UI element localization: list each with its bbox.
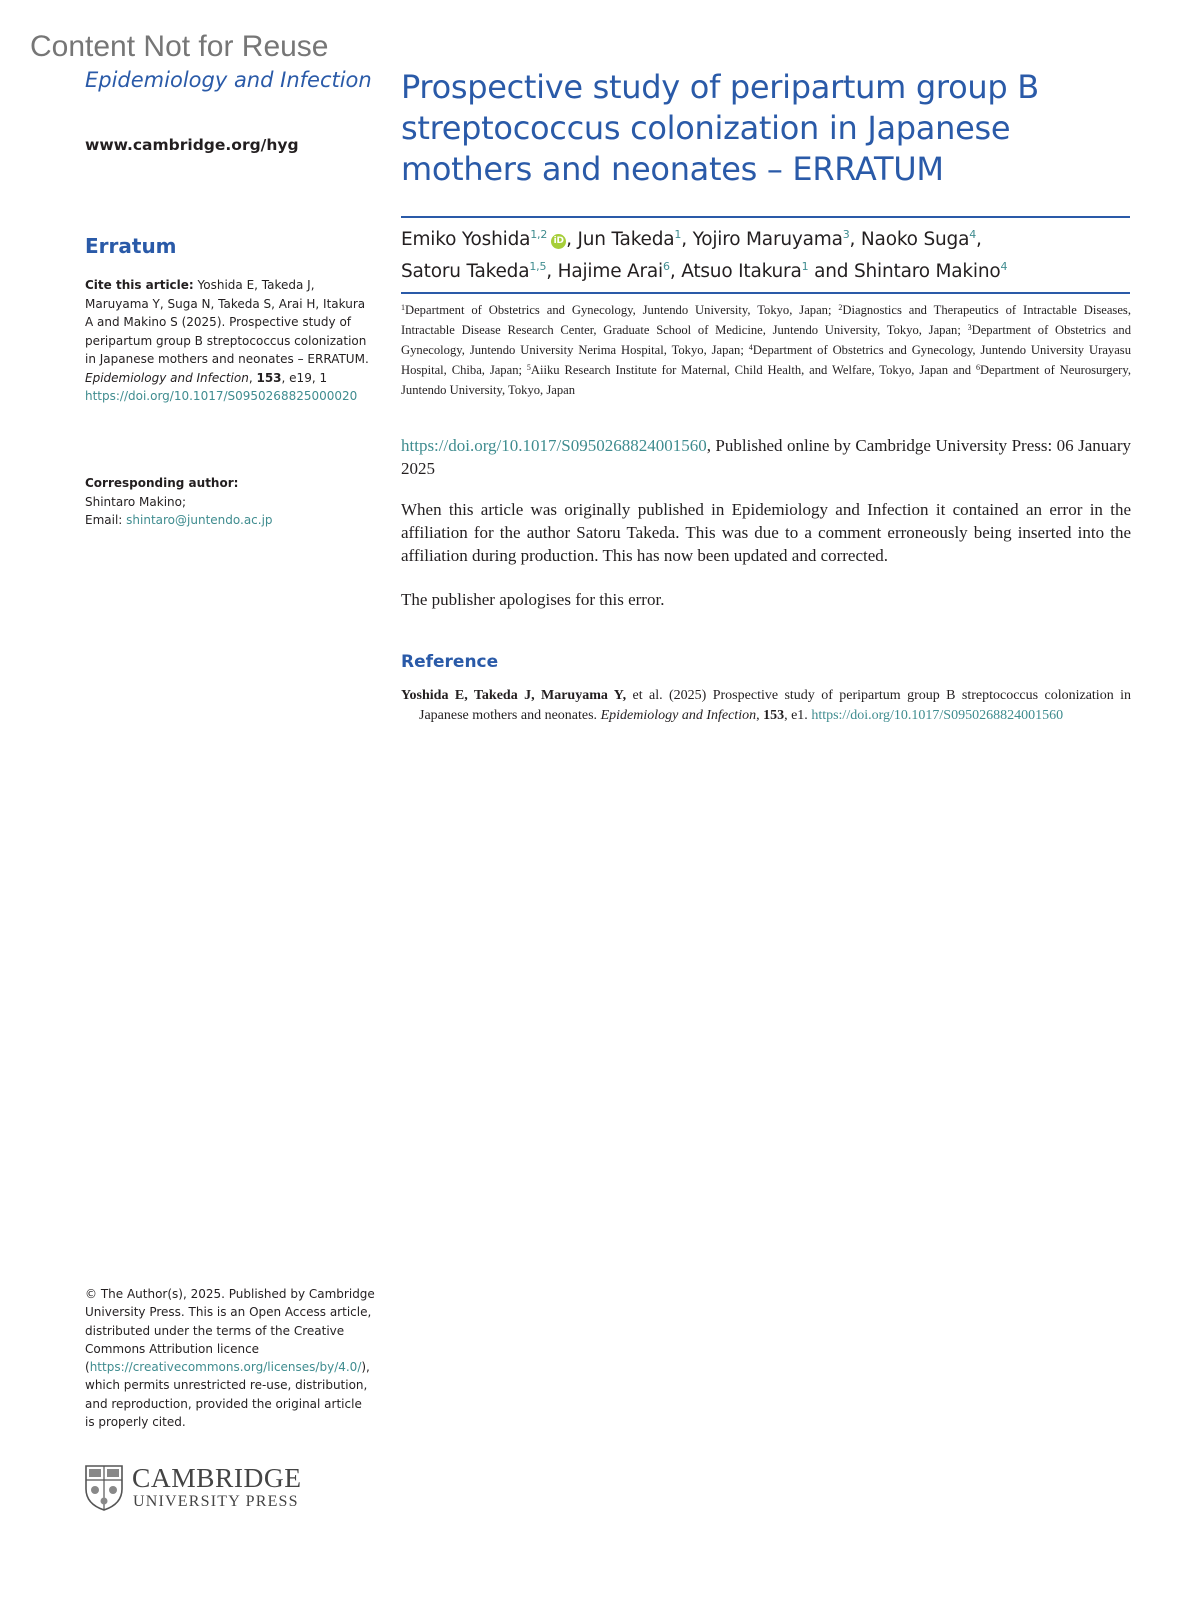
copyright-notice bbox=[85, 1285, 375, 1431]
affiliation-marker: 2 bbox=[838, 303, 843, 312]
copyright-text: © The Author(s), 2025. Published by Cambridge University Press. This is an Open Access article, distributed under the terms of the Creative Commons Attribution licence ( bbox=[85, 1287, 375, 1375]
license-link[interactable]: https://creativecommons.org/licenses/by/4.0/ bbox=[89, 1360, 362, 1375]
affiliations bbox=[401, 300, 1131, 400]
author-name: Naoko Suga bbox=[860, 229, 970, 250]
affiliation-marker: 1 bbox=[401, 303, 405, 312]
apology-paragraph: The publisher apologises for this error. bbox=[401, 590, 665, 609]
copyright-text-end: ), which permits unrestricted re-use, distribution, and reproduction, provided the original article is properly cited. bbox=[85, 1360, 370, 1430]
logo-cambridge: CAMBRIDGE bbox=[132, 1462, 302, 1493]
author-name: Shintaro Makino bbox=[853, 261, 1001, 282]
author-affiliation-marker: 1 bbox=[674, 228, 682, 241]
reference-heading: Reference bbox=[401, 652, 499, 672]
affiliation-marker: 3 bbox=[967, 323, 972, 332]
author-affiliation-marker: 4 bbox=[1000, 260, 1008, 273]
author-separator: , bbox=[669, 261, 682, 282]
author-affiliation-marker: 4 bbox=[969, 228, 977, 241]
cite-text: Yoshida E, Takeda J, Maruyama Y, Suga N, Takeda S, Arai H, Itakura A and Makino S (2025). Prospective study of peripartum group B streptococcus colonization in Japanese mothers and neonates – ERRATUM. bbox=[85, 278, 369, 366]
journal-name: Epidemiology and Infection bbox=[85, 68, 372, 92]
published-online-text: , Published online by Cambridge University Press: 06 January 2025 bbox=[401, 436, 1131, 478]
affiliation-text: Department of Obstetrics and Gynecology, Juntendo University, Tokyo, Japan; bbox=[405, 303, 839, 317]
author-name: Yojiro Maruyama bbox=[692, 229, 843, 250]
affiliation-marker: 6 bbox=[975, 363, 980, 372]
cite-doi-link[interactable]: https://doi.org/10.1017/S0950268825000020 bbox=[85, 389, 358, 403]
author-separator: and bbox=[808, 261, 854, 282]
affiliation-marker: 5 bbox=[526, 363, 531, 372]
author-name: Atsuo Itakura bbox=[681, 261, 802, 282]
author-name: Satoru Takeda bbox=[401, 261, 530, 282]
title-rule bbox=[401, 216, 1130, 218]
cambridge-shield-icon bbox=[85, 1465, 123, 1511]
cite-journal: Epidemiology and Infection bbox=[85, 370, 249, 385]
author-separator: , bbox=[976, 229, 982, 250]
author-affiliation-marker: 1,5 bbox=[529, 260, 547, 273]
corresponding-label: Corresponding author: bbox=[85, 476, 239, 490]
logo-university-press: UNIVERSITY PRESS bbox=[133, 1493, 299, 1510]
cite-comma: , bbox=[248, 370, 257, 385]
author-name: Hajime Arai bbox=[557, 261, 663, 282]
reference-journal: Epidemiology and Infection bbox=[600, 708, 757, 723]
affiliation-text: Diagnostics and Therapeutics of Intractable Diseases, Intractable Disease Research Center, Graduate School of Medicine, Juntendo University, Tokyo, Japan; bbox=[401, 303, 1131, 337]
affiliation-text: Department of Obstetrics and Gynecology, Juntendo University Nerima Hospital, Tokyo, Japan; bbox=[401, 323, 1131, 357]
corresponding-author-block bbox=[85, 474, 375, 530]
cite-volume: 153 bbox=[256, 370, 282, 385]
author-affiliation-marker: 6 bbox=[663, 260, 670, 273]
reference-authors: Yoshida E, Takeda J, Maruyama Y, bbox=[401, 688, 627, 703]
authors-rule bbox=[401, 292, 1130, 294]
affiliation-text: Aiiku Research Institute for Maternal, Child Health, and Welfare, Tokyo, Japan and bbox=[530, 363, 976, 377]
affiliation-text: Department of Neurosurgery, Juntendo University, Tokyo, Japan bbox=[401, 363, 1131, 397]
author-name: Emiko Yoshida bbox=[401, 229, 531, 250]
publication-info bbox=[401, 434, 1131, 480]
reference-comma: , bbox=[756, 708, 764, 723]
author-affiliation-marker: 1,2 bbox=[530, 228, 548, 241]
affiliation-marker: 4 bbox=[748, 343, 753, 352]
cite-label: Cite this article: bbox=[85, 278, 194, 292]
article-type: Erratum bbox=[85, 234, 177, 258]
citation-block bbox=[85, 276, 375, 406]
email-link[interactable]: shintaro@juntendo.ac.jp bbox=[126, 513, 273, 527]
reference-doi-link[interactable]: https://doi.org/10.1017/S0950268824001560 bbox=[811, 708, 1064, 723]
reference-text: et al. (2025) Prospective study of peripartum group B streptococcus colonization in Japanese mothers and neonates. bbox=[419, 688, 1131, 723]
reference-entry bbox=[401, 686, 1131, 726]
author-affiliation-marker: 3 bbox=[842, 228, 850, 241]
erratum-paragraph: When this article was originally published in Epidemiology and Infection it contained an error in the affiliation for the author Satoru Takeda. This was due to a comment erroneously being inserted into the affiliation during production. This has now been updated and corrected. bbox=[401, 500, 1131, 565]
watermark: Content Not for Reuse bbox=[30, 30, 329, 63]
author-affiliation-marker: 1 bbox=[801, 260, 809, 273]
author-separator: , bbox=[546, 261, 558, 282]
author-separator: , bbox=[566, 229, 578, 250]
reference-pages: , e1. bbox=[784, 708, 812, 723]
reference-volume: 153 bbox=[763, 708, 785, 723]
email-label: Email: bbox=[85, 513, 127, 527]
cite-pages: , e19, 1 bbox=[281, 370, 328, 385]
journal-website[interactable]: www.cambridge.org/hyg bbox=[85, 136, 299, 154]
cambridge-university-press-logo bbox=[85, 1462, 325, 1515]
affiliation-text: Department of Obstetrics and Gynecology, Juntendo University Urayasu Hospital, Chiba, Japan; bbox=[401, 343, 1131, 377]
article-title: Prospective study of peripartum group B streptococcus colonization in Japanese mothers and neonates – ERRATUM bbox=[401, 68, 1039, 188]
orcid-icon[interactable]: iD bbox=[551, 234, 566, 249]
author-list bbox=[401, 224, 1131, 288]
author-separator: , bbox=[849, 229, 861, 250]
corresponding-name: Shintaro Makino; bbox=[85, 494, 187, 509]
author-separator: , bbox=[681, 229, 693, 250]
original-article-doi-link[interactable]: https://doi.org/10.1017/S0950268824001560 bbox=[401, 436, 707, 455]
author-name: Jun Takeda bbox=[577, 229, 675, 250]
